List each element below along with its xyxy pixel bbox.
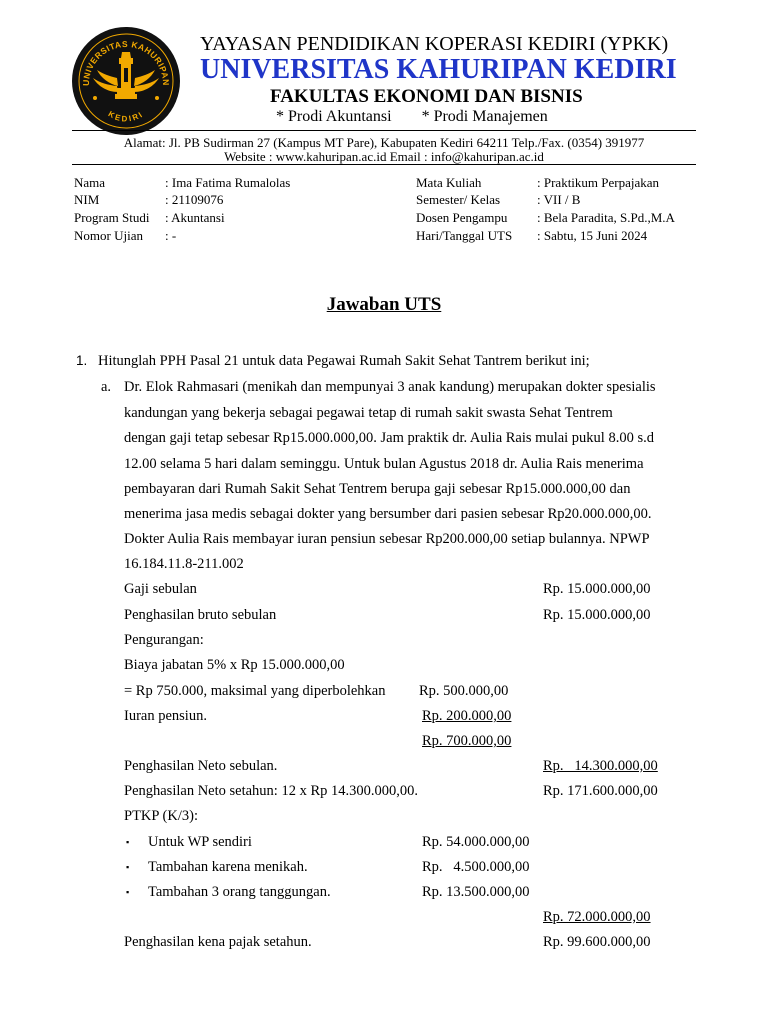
info-value-mata-kuliah: : Praktikum Perpajakan (537, 175, 660, 190)
paragraph-line: dengan gaji tetap sebesar Rp15.000.000,00. Jam praktik dr. Aulia Rais mulai pukul 8.00 s.d (124, 430, 654, 446)
calc-total-pengurangan: Rp. 700.000,00 (422, 733, 512, 749)
prodi-akuntansi: * Prodi Akuntansi (276, 108, 392, 125)
paragraph-line: menerima jasa medis sebagai dokter yang bersumber dari pasien sebesar Rp20.000.000,00. (124, 506, 652, 522)
calc-biaya-jabatan-value: Rp. 500.000,00 (419, 683, 509, 699)
university-logo (71, 26, 181, 136)
logo-text-bottom: KEDIRI (106, 109, 146, 124)
university-name: UNIVERSITAS KAHURIPAN KEDIRI (200, 54, 677, 85)
calc-iuran-label: Iuran pensiun. (124, 708, 207, 724)
study-programs (276, 108, 548, 126)
calc-bruto-label: Penghasilan bruto sebulan (124, 607, 277, 623)
calc-gaji-label: Gaji sebulan (124, 581, 197, 597)
info-value-dosen: : Bela Paradita, S.Pd.,M.A (537, 210, 675, 225)
calc-neto-value: Rp. 14.300.000,00 (543, 758, 658, 774)
info-label-program: Program Studi (74, 210, 150, 225)
calc-ptkp-total: Rp. 72.000.000,00 (543, 909, 651, 925)
question-number: 1. (76, 353, 88, 368)
info-label-mata-kuliah: Mata Kuliah (416, 175, 482, 190)
faculty-name: FAKULTAS EKONOMI DAN BISNIS (270, 86, 583, 107)
calc-pengurangan-label: Pengurangan: (124, 632, 204, 648)
info-label-dosen: Dosen Pengampu (416, 210, 508, 225)
address-line: Alamat: Jl. PB Sudirman 27 (Kampus MT Pare), Kabupaten Kediri 64211 Telp./Fax. (0354) 391977 (123, 135, 645, 150)
ptkp-item-value: Rp. 4.500.000,00 (422, 859, 530, 875)
calc-neto-tahun-label: Penghasilan Neto setahun: 12 x Rp 14.300.000,00. (124, 783, 419, 799)
page-title: Jawaban UTS (326, 294, 442, 315)
info-label-nomor-ujian: Nomor Ujian (74, 228, 143, 243)
ptkp-item-label: Untuk WP sendiri (148, 834, 252, 850)
ptkp-bullet: ▪ (126, 862, 130, 872)
ptkp-item-value: Rp. 13.500.000,00 (422, 884, 530, 900)
calc-pkp-label: Penghasilan kena pajak setahun. (124, 934, 312, 950)
info-label-nama: Nama (74, 175, 106, 190)
info-value-nama: : Ima Fatima Rumalolas (165, 175, 291, 190)
calc-iuran-value: Rp. 200.000,00 (422, 708, 512, 724)
paragraph-line: pembayaran dari Rumah Sakit Sehat Tentrem berupa gaji sebesar Rp15.000.000,00 dan (124, 481, 631, 497)
header-divider-top (72, 130, 696, 131)
ptkp-bullet: ▪ (126, 837, 130, 847)
calc-biaya-jabatan-max-label: = Rp 750.000, maksimal yang diperbolehkan (124, 683, 386, 699)
ptkp-item-label: Tambahan 3 orang tanggungan. (148, 884, 331, 900)
paragraph-line: 16.184.11.8-211.002 (124, 556, 244, 572)
paragraph-line: Dr. Elok Rahmasari (menikah dan mempunyai 3 anak kandung) merupakan dokter spesialis (124, 379, 656, 395)
info-label-tanggal: Hari/Tanggal UTS (416, 228, 513, 243)
ptkp-bullet: ▪ (126, 887, 130, 897)
info-value-nomor-ujian: : - (165, 228, 177, 243)
calc-pkp-value: Rp. 99.600.000,00 (543, 934, 651, 950)
info-value-semester: : VII / B (537, 192, 581, 207)
paragraph-line: 12.00 selama 5 hari dalam seminggu. Untuk bulan Agustus 2018 dr. Aulia Rais menerima (124, 456, 644, 472)
prodi-manajemen: * Prodi Manajemen (421, 108, 548, 125)
calc-biaya-jabatan-label: Biaya jabatan 5% x Rp 15.000.000,00 (124, 657, 345, 673)
calc-neto-tahun-value: Rp. 171.600.000,00 (543, 783, 658, 799)
info-value-program: : Akuntansi (165, 210, 225, 225)
info-label-nim: NIM (74, 192, 100, 207)
calc-neto-label: Penghasilan Neto sebulan. (124, 758, 278, 774)
ptkp-item-label: Tambahan karena menikah. (148, 859, 308, 875)
ptkp-item-value: Rp. 54.000.000,00 (422, 834, 530, 850)
logo-text-top: UNIVERSITAS KAHURIPAN (80, 38, 172, 87)
header-divider-bottom (72, 164, 696, 165)
question-text: Hitunglah PPH Pasal 21 untuk data Pegawai Rumah Sakit Sehat Tantrem berikut ini; (98, 353, 590, 369)
calc-bruto-value: Rp. 15.000.000,00 (543, 607, 651, 623)
calc-gaji-value: Rp. 15.000.000,00 (543, 581, 651, 597)
paragraph-line: Dokter Aulia Rais membayar iuran pensiun sebesar Rp200.000,00 setiap bulannya. NPWP (124, 531, 650, 547)
info-label-semester: Semester/ Kelas (416, 192, 501, 207)
sub-question-letter: a. (101, 379, 112, 395)
info-value-nim: : 21109076 (165, 192, 224, 207)
paragraph-line: kandungan yang bekerja sebagai pegawai tetap di rumah sakit swasta Sehat Tentrem (124, 405, 613, 421)
website-line: Website : www.kahuripan.ac.id Email : info@kahuripan.ac.id (224, 149, 544, 164)
info-value-tanggal: : Sabtu, 15 Juni 2024 (537, 228, 648, 243)
foundation-name: YAYASAN PENDIDIKAN KOPERASI KEDIRI (YPKK) (200, 33, 669, 55)
calc-ptkp-label: PTKP (K/3): (124, 808, 198, 824)
